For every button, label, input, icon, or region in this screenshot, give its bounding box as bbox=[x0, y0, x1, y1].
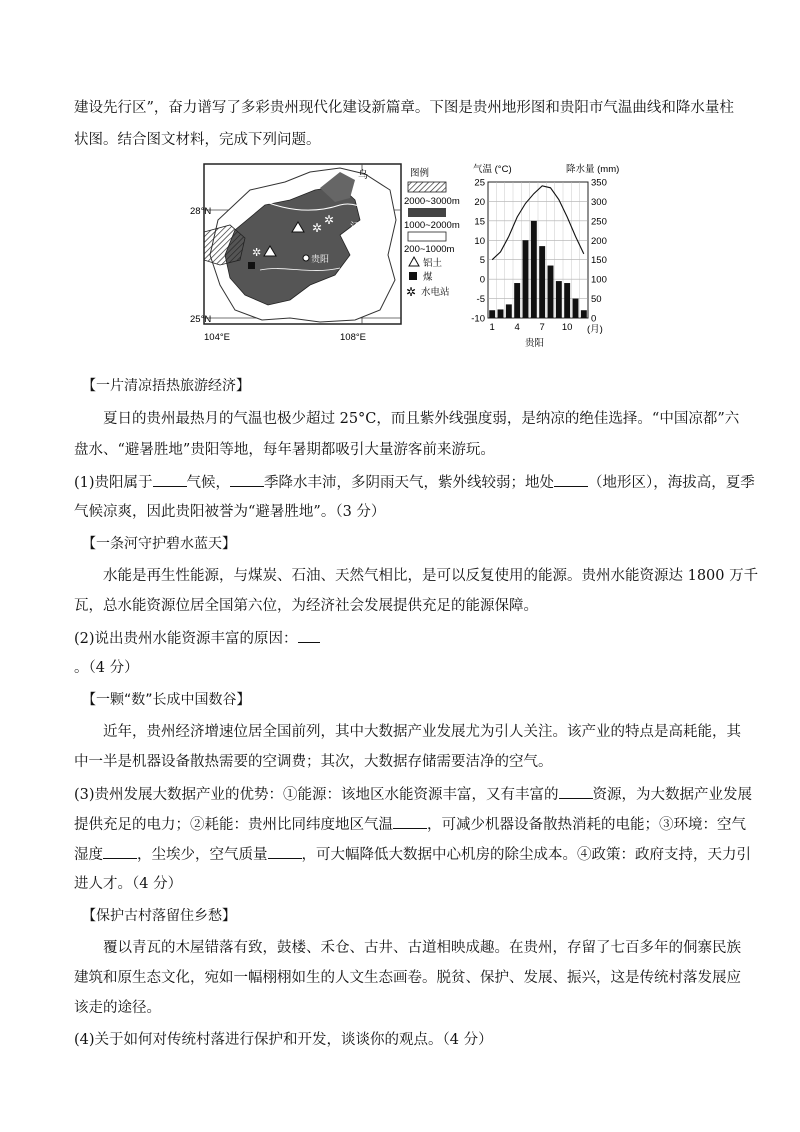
legend-swatch-high bbox=[408, 182, 446, 192]
q3-blank-3[interactable] bbox=[103, 844, 137, 859]
temp-tick-label: 25 bbox=[474, 177, 485, 189]
lat-28: 28°N bbox=[190, 206, 212, 217]
temp-tick-label: 20 bbox=[474, 196, 485, 208]
question-3-line-3: 湿度 ，尘埃少，空气质量 ，可大幅降低大数据中心机房的除尘成本。④政策：政府支持，天力引 bbox=[74, 844, 751, 865]
hydro-station-icon-3: ✲ bbox=[252, 246, 262, 259]
section-4-heading: 【保护古村落留住乡愁】 bbox=[82, 908, 236, 924]
label-jiang: 江 bbox=[350, 222, 360, 233]
month-unit: (月) bbox=[587, 324, 603, 335]
q1-blank-1[interactable] bbox=[153, 472, 187, 487]
city-label: 贵阳 bbox=[311, 255, 330, 265]
precip-bar bbox=[506, 304, 512, 318]
q1-blank-2[interactable] bbox=[230, 472, 264, 487]
legend-item-2: 200~1000m bbox=[404, 244, 455, 255]
precip-tick-label: 200 bbox=[591, 235, 607, 247]
lon-108: 108°E bbox=[340, 332, 366, 343]
q3-blank-4[interactable] bbox=[268, 844, 302, 859]
question-3-line-1: (3)贵州发展大数据产业的优势：①能源：该地区水能资源丰富，又有丰富的 资源，为大数据产业发展 bbox=[74, 784, 752, 805]
temp-tick-label: 15 bbox=[474, 216, 485, 228]
temp-tick-label: -10 bbox=[471, 313, 485, 325]
coal-symbol bbox=[248, 262, 255, 269]
figure bbox=[190, 160, 630, 350]
question-2-line-2: 。（4 分） bbox=[74, 660, 139, 676]
section-2-heading: 【一条河守护碧水蓝天】 bbox=[82, 536, 236, 552]
climate-chart bbox=[471, 163, 619, 349]
chart-axes bbox=[488, 182, 588, 318]
month-tick-label: 1 bbox=[489, 322, 495, 333]
intro-line-2: 状图。结合图文材料，完成下列问题。 bbox=[74, 132, 321, 148]
temp-axis-label: 气温 (°C) bbox=[473, 164, 512, 175]
temp-tick-label: 0 bbox=[479, 274, 485, 286]
legend-bauxite-icon bbox=[409, 257, 419, 266]
s4-para-2: 建筑和原生态文化，宛如一幅栩栩如生的人文生态画卷。脱贫、保护、发展、振兴，这是传统村落发展应 bbox=[74, 970, 741, 986]
chart-station-label: 贵阳 bbox=[525, 338, 545, 349]
precip-bar bbox=[489, 310, 495, 318]
intro-line-1: 建设先行区”，奋力谱写了多彩贵州现代化建设新篇章。下图是贵州地形图和贵阳市气温曲线和降水量柱 bbox=[74, 100, 734, 116]
precip-bar bbox=[539, 246, 545, 318]
question-1-line-2: 气候凉爽，因此贵阳被誉为“避暑胜地”。（3 分） bbox=[74, 504, 386, 520]
label-wu: 乌 bbox=[358, 170, 368, 181]
q2-blank[interactable] bbox=[298, 628, 320, 643]
question-2-line-1: (2)说出贵州水能资源丰富的原因： bbox=[74, 628, 320, 649]
legend-item-0: 2000~3000m bbox=[404, 196, 460, 207]
legend-swatch-low bbox=[408, 232, 446, 241]
legend-swatch-mid bbox=[408, 208, 446, 217]
s1-para-1: 夏日的贵州最热月的气温也极少超过 25°C，而且紫外线强度弱，是纳凉的绝佳选择。“中国凉都”六 bbox=[103, 411, 740, 427]
precip-axis-label: 降水量 (mm) bbox=[566, 164, 620, 175]
s4-para-3: 该走的途径。 bbox=[74, 1000, 161, 1016]
question-1-line-1: (1)贵阳属于 气候， 季降水丰沛，多阴雨天气，紫外线较弱；地处 （地形区），海拔高，夏季 bbox=[74, 472, 755, 493]
hydro-station-icon: ✲ bbox=[312, 221, 323, 235]
map-legend bbox=[404, 167, 460, 299]
q1-blank-3[interactable] bbox=[554, 472, 588, 487]
precip-tick-label: 250 bbox=[591, 216, 607, 228]
section-3-heading: 【一颗“数”长成中国数谷】 bbox=[82, 692, 251, 708]
precip-tick-label: 50 bbox=[591, 294, 602, 306]
lat-25: 25°N bbox=[190, 314, 212, 325]
terrain-map bbox=[190, 164, 401, 343]
q3-blank-1[interactable] bbox=[559, 784, 593, 799]
s2-para-2: 瓦，总水能资源位居全国第六位，为经济社会发展提供充足的能源保障。 bbox=[74, 598, 538, 614]
section-1-heading: 【一片清凉捂热旅游经济】 bbox=[82, 378, 250, 394]
precip-tick-label: 300 bbox=[591, 196, 607, 208]
precip-bar bbox=[531, 221, 537, 318]
precip-bar bbox=[498, 309, 504, 318]
legend-item-3: 铝土 bbox=[423, 258, 443, 269]
precip-tick-label: 100 bbox=[591, 274, 607, 286]
s4-para-1: 覆以青瓦的木屋错落有致，鼓楼、禾仓、古井、古道相映成趣。在贵州，存留了七百多年的侗寨民族 bbox=[103, 940, 741, 956]
precip-tick-label: 0 bbox=[591, 313, 597, 325]
temp-tick-label: 10 bbox=[474, 235, 485, 247]
legend-coal-icon bbox=[409, 272, 417, 280]
legend-item-5: 水电站 bbox=[421, 287, 450, 298]
precip-bar bbox=[581, 310, 587, 318]
question-4: (4)关于如何对传统村落进行保护和开发，谈谈你的观点。（4 分） bbox=[74, 1032, 493, 1048]
precip-bar bbox=[564, 283, 570, 318]
q3-blank-2[interactable] bbox=[393, 814, 427, 829]
month-tick-label: 7 bbox=[539, 322, 545, 333]
s1-para-2: 盘水、“避暑胜地”贵阳等地，每年暑期都吸引大量游客前来游玩。 bbox=[74, 442, 495, 458]
s3-para-2: 中一半是机器设备散热需要的空调费；其次，大数据存储需要洁净的空气。 bbox=[74, 754, 553, 770]
temp-tick-label: 5 bbox=[479, 255, 485, 267]
precip-bar bbox=[556, 281, 562, 318]
hydro-station-icon-2: ✲ bbox=[324, 213, 335, 227]
precip-bar bbox=[523, 240, 529, 318]
precip-bar bbox=[573, 299, 579, 318]
month-tick-label: 10 bbox=[561, 322, 573, 333]
temp-tick-label: -5 bbox=[476, 294, 485, 306]
precip-tick-label: 150 bbox=[591, 255, 607, 267]
precip-bar bbox=[548, 266, 554, 318]
legend-item-4: 煤 bbox=[423, 272, 433, 283]
s3-para-1: 近年，贵州经济增速位居全国前列，其中大数据产业发展尤为引人关注。该产业的特点是高耗能，其 bbox=[103, 724, 741, 740]
city-dot bbox=[303, 255, 309, 261]
lon-104: 104°E bbox=[204, 332, 230, 343]
legend-item-1: 1000~2000m bbox=[404, 220, 460, 231]
precip-bar bbox=[514, 283, 520, 318]
precip-tick-label: 350 bbox=[591, 177, 607, 189]
s2-para-1: 水能是再生性能源，与煤炭、石油、天然气相比，是可以反复使用的能源。贵州水能资源达 1800 万千 bbox=[103, 568, 759, 584]
question-3-line-2: 提供充足的电力；②耗能：贵州比同纬度地区气温 ，可减少机器设备散热消耗的电能；③环境：空气 bbox=[74, 814, 746, 835]
month-tick-label: 4 bbox=[514, 322, 520, 333]
legend-title: 图例 bbox=[410, 168, 430, 179]
legend-hydro-icon: ✲ bbox=[406, 285, 417, 299]
question-3-line-4: 进人才。（4 分） bbox=[74, 876, 183, 892]
